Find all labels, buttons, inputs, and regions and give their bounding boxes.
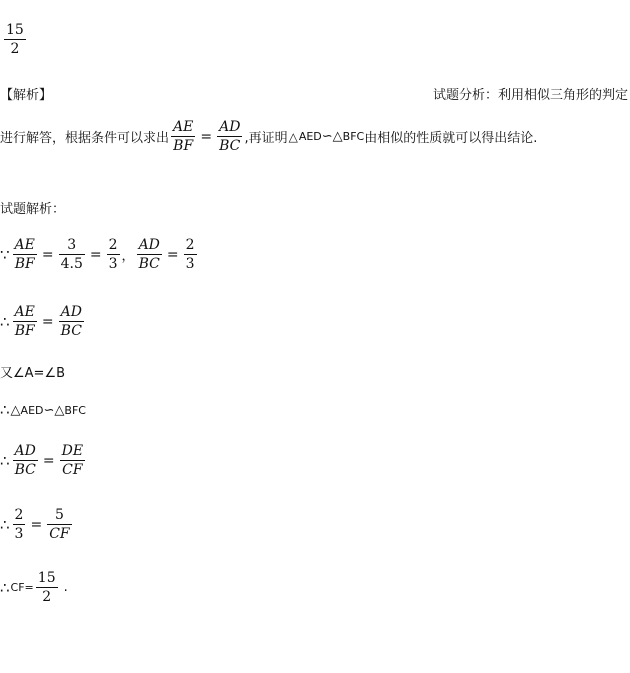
fraction-ad-bc: $\frac{AD}{BC}$ [14, 443, 36, 479]
solution-label: 试题解析： [0, 202, 66, 217]
analysis-intro: 试题分析：利用相似三角形的判定 [432, 88, 628, 103]
step-3: 又∠A=∠B [0, 366, 66, 381]
fraction: $\frac{15}{2}$ [6, 22, 24, 58]
fraction-2-3: $\frac{2}{3}$ [14, 507, 24, 543]
fraction-2-3: $\frac{2}{3}$ [108, 237, 118, 273]
fraction-2-3: $\frac{2}{3}$ [185, 237, 195, 273]
step-7: ∴ CF= $\frac{15}{2}$ . [0, 570, 68, 606]
fraction-5-cf: $\frac{5}{CF}$ [49, 507, 70, 543]
fraction-de-cf: $\frac{DE}{CF}$ [61, 443, 84, 479]
step-1: ∵ $\frac{AE}{BF}$ = $\frac{3}{4.5}$ = $\frac{2}{3}$ ， $\frac{AD}{BC}$ = $\frac{2}{3}$ [0, 237, 195, 273]
fraction-ae-bf: $\frac{AE}{BF}$ [173, 119, 194, 155]
fraction-15-2: $\frac{15}{2}$ [37, 570, 56, 606]
step-6: ∴ $\frac{2}{3}$ = $\frac{5}{CF}$ [0, 507, 70, 543]
fraction-ad-bc: $\frac{AD}{BC}$ [138, 237, 160, 273]
fraction-3-4-5: $\frac{3}{4.5}$ [60, 237, 83, 273]
step-2: ∴ $\frac{AE}{BF}$ = $\frac{AD}{BC}$ [0, 304, 82, 340]
fraction-ae-bf: $\frac{AE}{BF}$ [14, 237, 35, 273]
step-5: ∴ $\frac{AD}{BC}$ = $\frac{DE}{CF}$ [0, 443, 84, 479]
step-4: ∴ △ AED ∽ △ BFC [0, 401, 86, 419]
fraction-ad-bc: $\frac{AD}{BC}$ [60, 304, 82, 340]
fraction-ae-bf: $\frac{AE}{BF}$ [14, 304, 35, 340]
intro-line: 进行解答，根据条件可以求出 $\frac{AE}{BF}$ = $\frac{AD}{BC}$ ,再证明 △ AED ∽ △ BFC 由相似的性质就可以得出结论. [0, 119, 538, 155]
top-result [2, 22, 28, 57]
solution-header-label: 【解析】 [0, 88, 53, 103]
fraction-ad-bc: $\frac{AD}{BC}$ [219, 119, 241, 155]
